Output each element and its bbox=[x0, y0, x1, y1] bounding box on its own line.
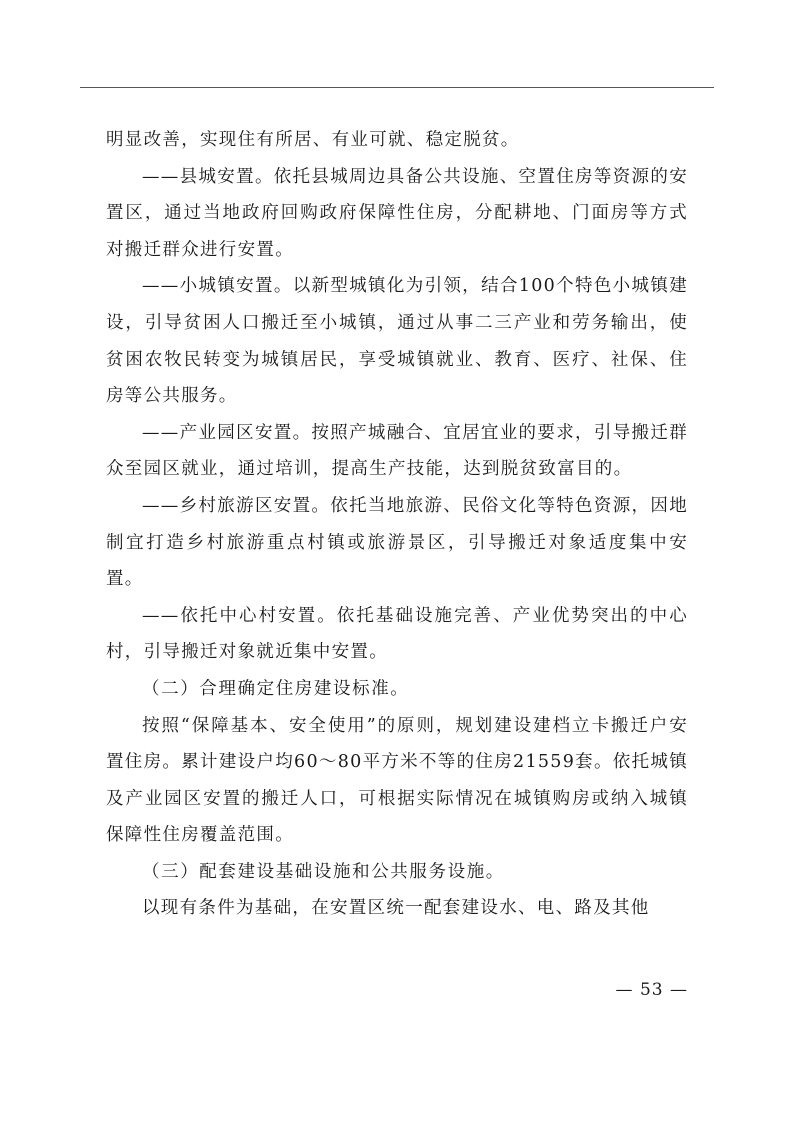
page-number: — 53 — bbox=[615, 980, 688, 1000]
section-heading-housing-standard: （二）合理确定住房建设标准。 bbox=[142, 678, 410, 699]
section-heading-infrastructure: （三）配套建设基础设施和公共服务设施。 bbox=[142, 861, 505, 882]
paragraph-continuation: 明显改善，实现住有所居、有业可就、稳定脱贫。 bbox=[106, 130, 520, 150]
page-body bbox=[106, 122, 688, 927]
paragraph-rural-tourism-resettlement: ——乡村旅游区安置。依托当地旅游、民俗文化等特色资源，因地制宜打造乡村旅游重点村镇或旅游景区，引导搬迁对象适度集中安置。 bbox=[106, 495, 688, 590]
paragraph-industrial-park-resettlement: ——产业园区安置。按照产城融合、宜居宜业的要求，引导搬迁群众至园区就业，通过培训，提高生产技能，达到脱贫致富目的。 bbox=[106, 422, 688, 480]
paragraph-central-village-resettlement: ——依托中心村安置。依托基础设施完善、产业优势突出的中心村，引导搬迁对象就近集中安置。 bbox=[106, 605, 688, 663]
paragraph-housing-standard: 按照“保障基本、安全使用”的原则，规划建设建档立卡搬迁户安置住房。累计建设户均60～80平方米不等的住房21559套。依托城镇及产业园区安置的搬迁人口，可根据实际情况在城镇购房或纳入城镇保障性住房覆盖范围。 bbox=[106, 715, 688, 846]
header-rule bbox=[80, 87, 714, 88]
paragraph-infrastructure: 以现有条件为基础，在安置区统一配套建设水、电、路及其他 bbox=[142, 898, 650, 919]
paragraph-small-town-resettlement: ——小城镇安置。以新型城镇化为引领，结合100个特色小城镇建设，引导贫困人口搬迁至小城镇，通过从事二三产业和劳务输出，使贫困农牧民转变为城镇居民，享受城镇就业、教育、医疗、社保、住房等公共服务。 bbox=[106, 276, 688, 407]
paragraph-county-town-resettlement: ——县城安置。依托县城周边具备公共设施、空置住房等资源的安置区，通过当地政府回购政府保障性住房，分配耕地、门面房等方式对搬迁群众进行安置。 bbox=[106, 166, 688, 260]
